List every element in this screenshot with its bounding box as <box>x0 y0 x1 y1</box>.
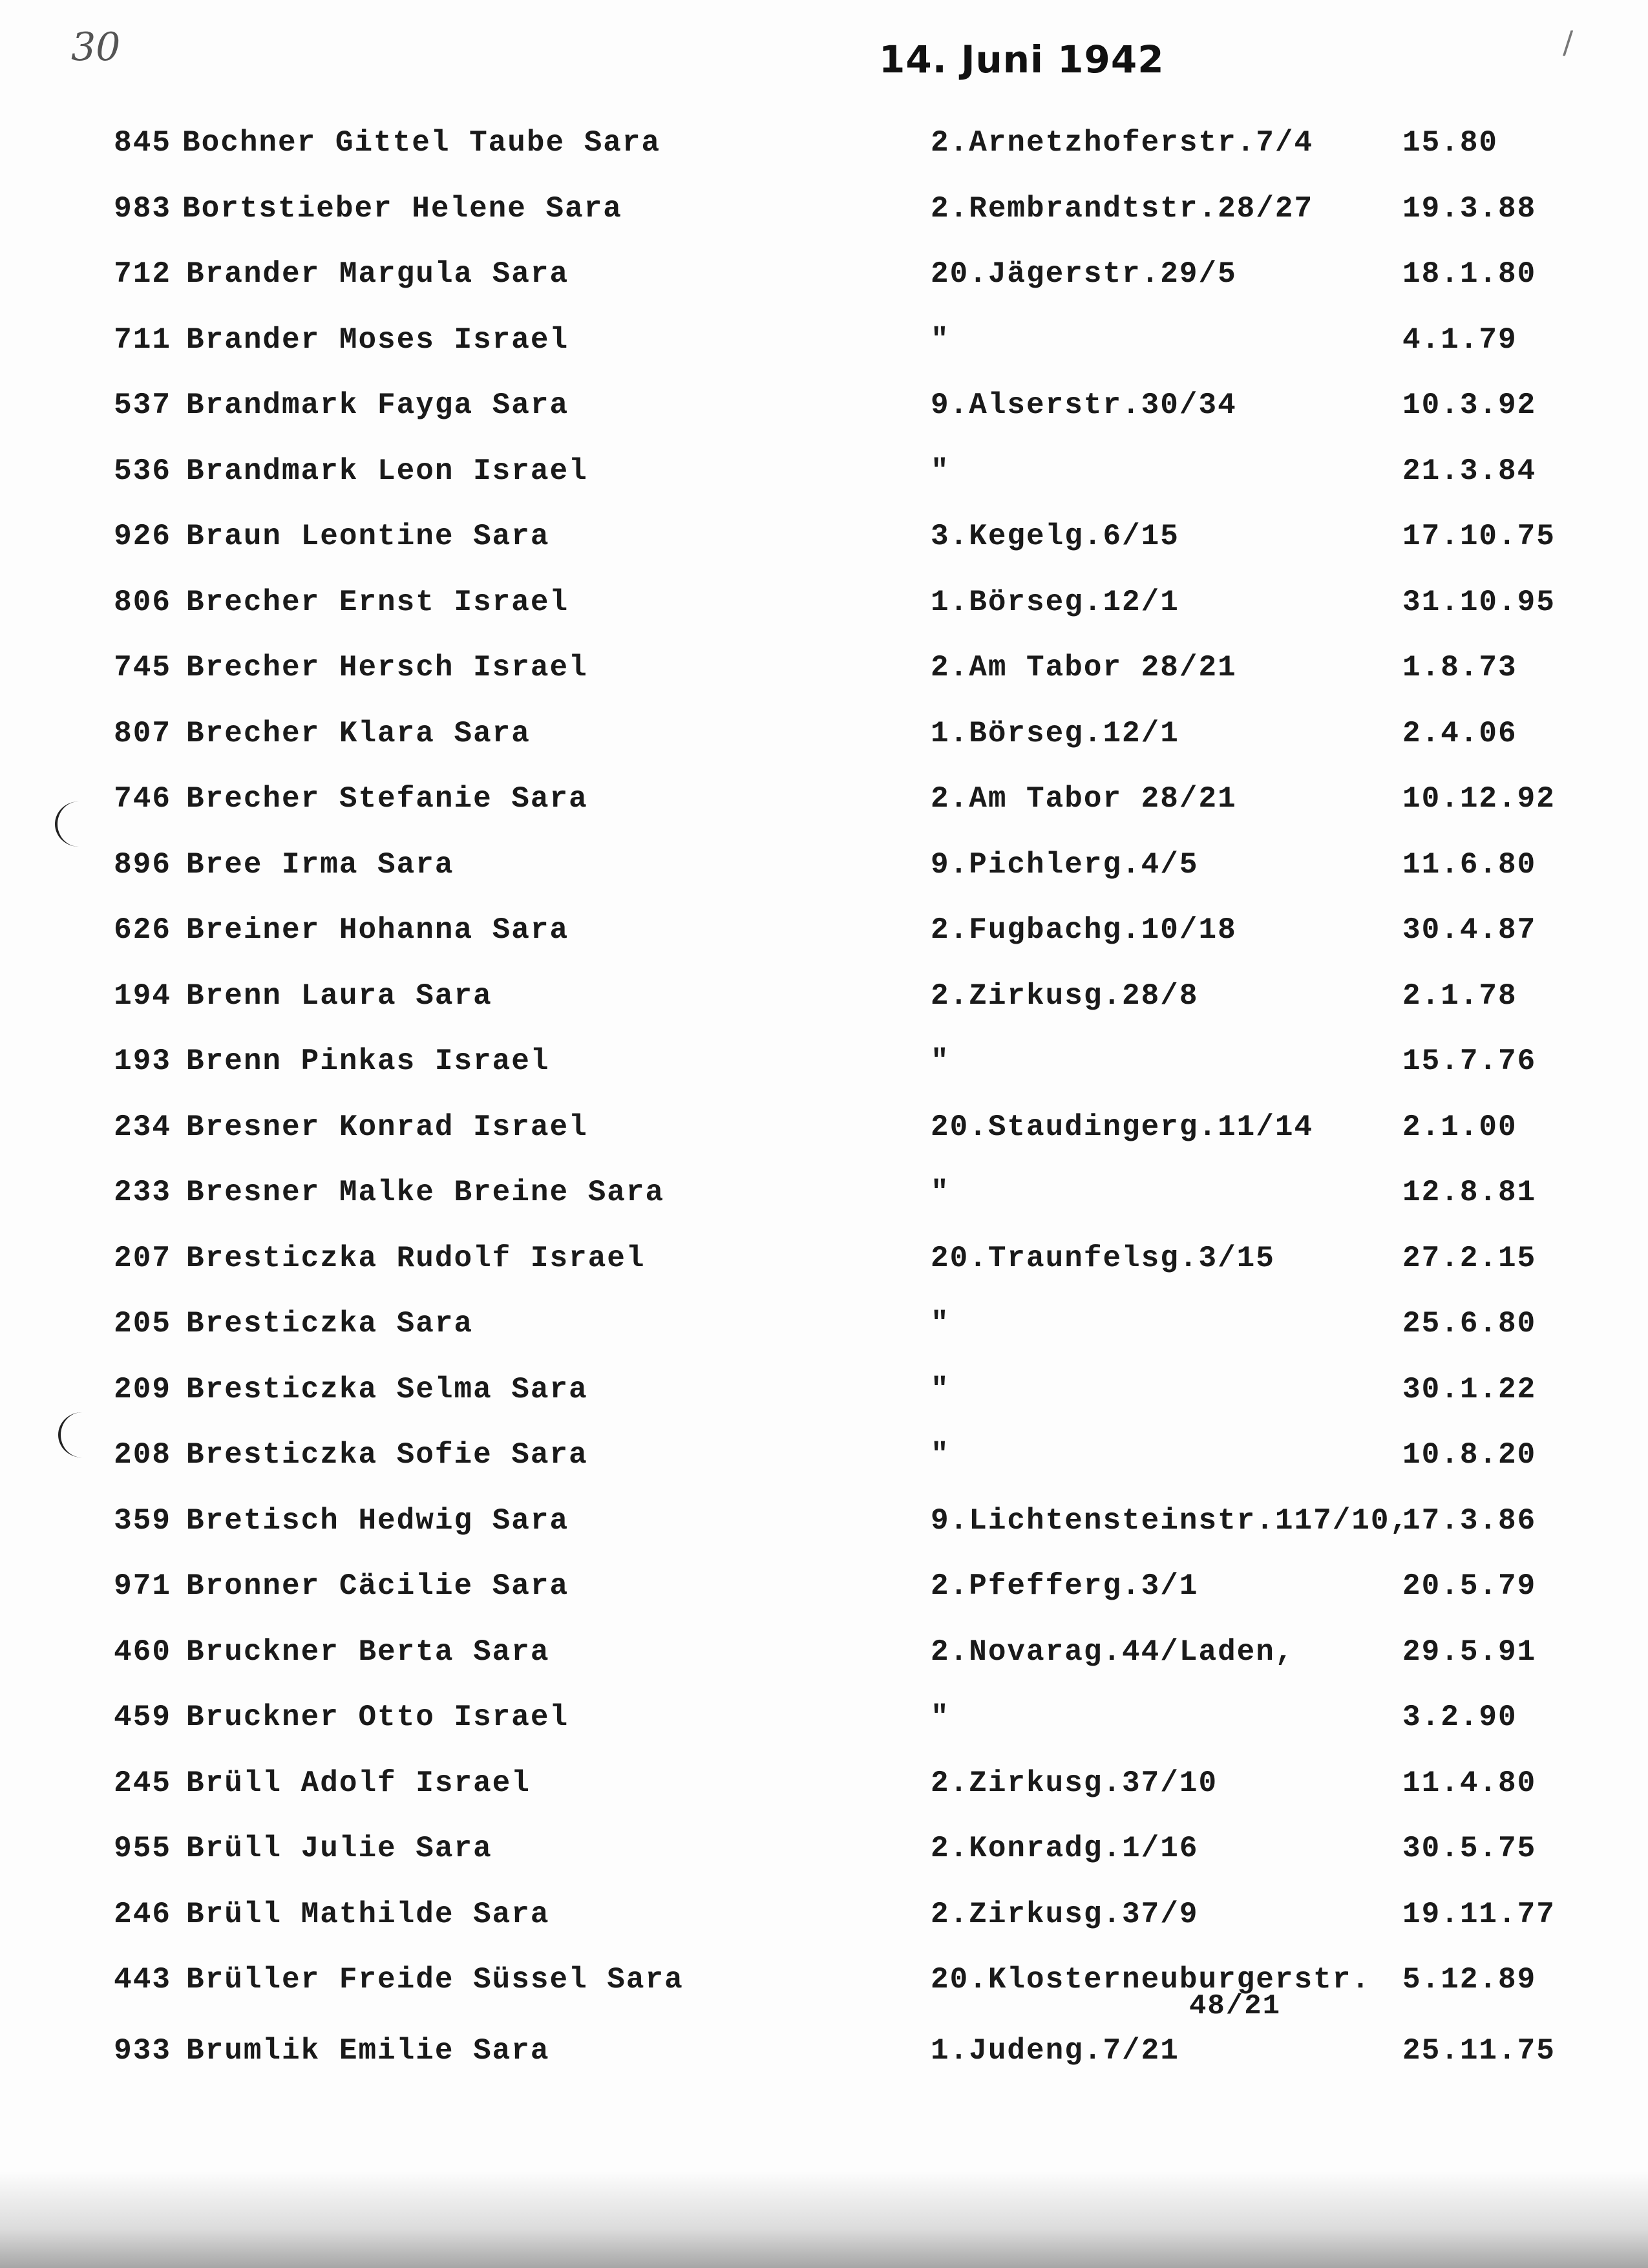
entry-address-continuation: 48/21 <box>1189 1990 1282 2022</box>
entry-name: Bree Irma Sara <box>186 847 454 882</box>
entry-birth-date: 2.1.78 <box>1402 979 1517 1013</box>
entry-name: Brumlik Emilie Sara <box>186 2034 550 2068</box>
list-item <box>0 454 1648 520</box>
list-item <box>0 2034 1648 2100</box>
entry-number: 926 <box>114 520 171 553</box>
entry-birth-date: 15.7.76 <box>1402 1044 1537 1078</box>
entry-birth-date: 1.8.73 <box>1402 651 1517 684</box>
entry-name: Brenn Laura Sara <box>186 979 492 1013</box>
entry-birth-date: 25.6.80 <box>1402 1307 1537 1341</box>
entry-name: Brüll Julie Sara <box>186 1832 492 1865</box>
date-stamp: 14. Juni 1942 <box>879 37 1165 81</box>
corner-mark: / <box>1563 25 1574 61</box>
entry-name: Brecher Hersch Israel <box>186 651 588 684</box>
entry-name: Bruckner Otto Israel <box>186 1701 569 1734</box>
scan-edge-shadow <box>0 2171 1648 2268</box>
list-item <box>0 1701 1648 1766</box>
list-item <box>0 979 1648 1045</box>
entry-birth-date: 11.6.80 <box>1402 847 1537 882</box>
entry-name: Brandmark Leon Israel <box>186 454 588 488</box>
list-item <box>0 257 1648 323</box>
entry-birth-date: 10.3.92 <box>1402 388 1537 422</box>
entry-number: 194 <box>114 979 171 1013</box>
entry-name: Bronner Cäcilie Sara <box>186 1569 569 1603</box>
list-item <box>0 586 1648 652</box>
entry-birth-date: 21.3.84 <box>1402 454 1537 488</box>
list-item <box>0 323 1648 389</box>
entry-number: 459 <box>114 1701 171 1734</box>
entry-name: Brüll Adolf Israel <box>186 1766 531 1800</box>
list-item <box>0 1438 1648 1504</box>
list-item <box>0 651 1648 717</box>
entry-address: 9.Alserstr.30/34 <box>931 388 1237 422</box>
entry-name: Brecher Ernst Israel <box>186 585 569 619</box>
entry-address: 2.Zirkusg.28/8 <box>931 979 1199 1013</box>
entry-birth-date: 25.11.75 <box>1402 2034 1556 2068</box>
entry-birth-date: 18.1.80 <box>1402 257 1537 291</box>
entry-birth-date: 19.3.88 <box>1402 191 1537 226</box>
list-item <box>0 1569 1648 1635</box>
entry-number: 536 <box>114 454 171 488</box>
entry-name: Bruckner Berta Sara <box>186 1635 550 1669</box>
entry-birth-date: 31.10.95 <box>1402 585 1556 619</box>
entry-birth-date: 20.5.79 <box>1402 1569 1537 1603</box>
list-item <box>0 913 1648 979</box>
entry-address: " <box>931 1372 950 1406</box>
entry-birth-date: 10.12.92 <box>1402 782 1556 816</box>
entry-birth-date: 5.12.89 <box>1402 1963 1537 1997</box>
entry-name: Brecher Klara Sara <box>186 716 531 750</box>
entry-number: 209 <box>114 1372 171 1406</box>
list-item <box>0 717 1648 783</box>
entry-address: 2.Am Tabor 28/21 <box>931 651 1237 684</box>
list-item <box>0 1307 1648 1373</box>
entry-address: 3.Kegelg.6/15 <box>931 520 1179 553</box>
list-item <box>0 1110 1648 1176</box>
entry-birth-date: 19.11.77 <box>1402 1897 1556 1931</box>
entry-birth-date: 11.4.80 <box>1402 1766 1537 1800</box>
entry-address: 20.Klosterneuburgerstr. <box>931 1963 1371 1997</box>
entry-birth-date: 30.5.75 <box>1402 1832 1537 1865</box>
entry-address: 20.Traunfelsg.3/15 <box>931 1241 1275 1275</box>
entry-address: " <box>931 323 950 357</box>
entry-address: 20.Staudingerg.11/14 <box>931 1110 1314 1144</box>
entry-birth-date: 29.5.91 <box>1402 1635 1537 1669</box>
list-item <box>0 126 1648 192</box>
entry-name: Brander Margula Sara <box>186 257 569 291</box>
entry-number: 746 <box>114 782 171 816</box>
entry-address: " <box>931 1701 950 1734</box>
entry-name: Bresner Malke Breine Sara <box>186 1176 665 1209</box>
entry-number: 205 <box>114 1307 171 1341</box>
list-item <box>0 1044 1648 1110</box>
entry-address: " <box>931 454 950 488</box>
entry-address: " <box>931 1044 950 1078</box>
list-item <box>0 1176 1648 1242</box>
entry-name: Bochner Gittel Taube Sara <box>182 126 661 160</box>
entry-number: 896 <box>114 847 171 882</box>
entry-number: 246 <box>114 1897 171 1931</box>
entry-address: " <box>931 1307 950 1341</box>
entry-address: 20.Jägerstr.29/5 <box>931 257 1237 291</box>
entry-birth-date: 12.8.81 <box>1402 1176 1537 1209</box>
entry-address: " <box>931 1438 950 1472</box>
entry-name: Bresticzka Sofie Sara <box>186 1438 588 1472</box>
entry-name: Bresticzka Sara <box>186 1307 474 1341</box>
entry-address: 1.Judeng.7/21 <box>931 2034 1179 2068</box>
entry-birth-date: 30.1.22 <box>1402 1372 1537 1406</box>
entry-birth-date: 3.2.90 <box>1402 1701 1517 1734</box>
entry-birth-date: 27.2.15 <box>1402 1241 1537 1275</box>
entry-number: 245 <box>114 1766 171 1800</box>
list-item <box>0 1832 1648 1898</box>
entry-number: 626 <box>114 913 171 947</box>
list-item <box>0 192 1648 258</box>
entry-address: 9.Pichlerg.4/5 <box>931 847 1199 882</box>
entry-address: 2.Konradg.1/16 <box>931 1832 1199 1865</box>
list-item <box>0 520 1648 586</box>
entry-birth-date: 4.1.79 <box>1402 323 1517 357</box>
entry-address: 2.Rembrandtstr.28/27 <box>931 191 1314 226</box>
entry-address: 2.Zirkusg.37/9 <box>931 1897 1199 1931</box>
entry-address: 2.Arnetzhoferstr.7/4 <box>931 126 1314 160</box>
entry-birth-date: 17.3.86 <box>1402 1503 1537 1538</box>
list-item <box>0 388 1648 454</box>
entry-number: 537 <box>114 388 171 422</box>
entry-address: 2.Pfefferg.3/1 <box>931 1569 1199 1603</box>
entry-name: Bresticzka Selma Sara <box>186 1372 588 1406</box>
entry-name: Brecher Stefanie Sara <box>186 782 588 816</box>
entry-number: 712 <box>114 257 171 291</box>
list-item <box>0 1504 1648 1570</box>
entry-number: 208 <box>114 1438 171 1472</box>
entry-address: 1.Börseg.12/1 <box>931 585 1179 619</box>
entry-name: Bresticzka Rudolf Israel <box>186 1241 646 1275</box>
entry-list <box>0 126 1648 2100</box>
list-item <box>0 1242 1648 1308</box>
entry-number: 711 <box>114 323 171 357</box>
page-number-handwritten: 30 <box>71 25 121 70</box>
list-item <box>0 848 1648 914</box>
entry-birth-date: 17.10.75 <box>1402 520 1556 553</box>
entry-birth-date: 30.4.87 <box>1402 913 1537 947</box>
entry-address: " <box>931 1176 950 1209</box>
entry-name: Bortstieber Helene Sara <box>182 191 622 226</box>
entry-number: 443 <box>114 1963 171 1997</box>
entry-address: 1.Börseg.12/1 <box>931 716 1179 750</box>
entry-number: 460 <box>114 1635 171 1669</box>
entry-birth-date: 2.4.06 <box>1402 716 1517 750</box>
entry-name: Brander Moses Israel <box>186 323 569 357</box>
entry-name: Bresner Konrad Israel <box>186 1110 588 1144</box>
entry-number: 806 <box>114 585 171 619</box>
entry-number: 193 <box>114 1044 171 1078</box>
entry-name: Breiner Hohanna Sara <box>186 913 569 947</box>
entry-name: Bretisch Hedwig Sara <box>186 1503 569 1538</box>
entry-name: Brandmark Fayga Sara <box>186 388 569 422</box>
entry-number: 983 <box>114 191 171 226</box>
entry-number: 933 <box>114 2034 171 2068</box>
entry-number: 955 <box>114 1832 171 1865</box>
entry-number: 234 <box>114 1110 171 1144</box>
entry-name: Brüller Freide Süssel Sara <box>186 1963 684 1997</box>
entry-name: Brenn Pinkas Israel <box>186 1044 550 1078</box>
entry-address: 2.Am Tabor 28/21 <box>931 782 1237 816</box>
entry-number: 971 <box>114 1569 171 1603</box>
list-item <box>0 1898 1648 1964</box>
entry-number: 207 <box>114 1241 171 1275</box>
list-item <box>0 1373 1648 1439</box>
entry-birth-date: 15.80 <box>1402 126 1499 160</box>
entry-name: Braun Leontine Sara <box>186 520 550 553</box>
list-item <box>0 1635 1648 1701</box>
entry-number: 745 <box>114 651 171 684</box>
entry-number: 845 <box>114 126 171 160</box>
list-item <box>0 1766 1648 1832</box>
entry-name: Brüll Mathilde Sara <box>186 1897 550 1931</box>
entry-number: 807 <box>114 716 171 750</box>
entry-address: 2.Novarag.44/Laden, <box>931 1635 1294 1669</box>
entry-address: 2.Zirkusg.37/10 <box>931 1766 1218 1800</box>
entry-number: 359 <box>114 1503 171 1538</box>
entry-number: 233 <box>114 1176 171 1209</box>
entry-address: 9.Lichtensteinstr.117/10, <box>931 1503 1410 1538</box>
entry-birth-date: 10.8.20 <box>1402 1438 1537 1472</box>
list-item <box>0 782 1648 848</box>
list-item <box>0 1963 1648 2034</box>
entry-birth-date: 2.1.00 <box>1402 1110 1517 1144</box>
entry-address: 2.Fugbachg.10/18 <box>931 913 1237 947</box>
